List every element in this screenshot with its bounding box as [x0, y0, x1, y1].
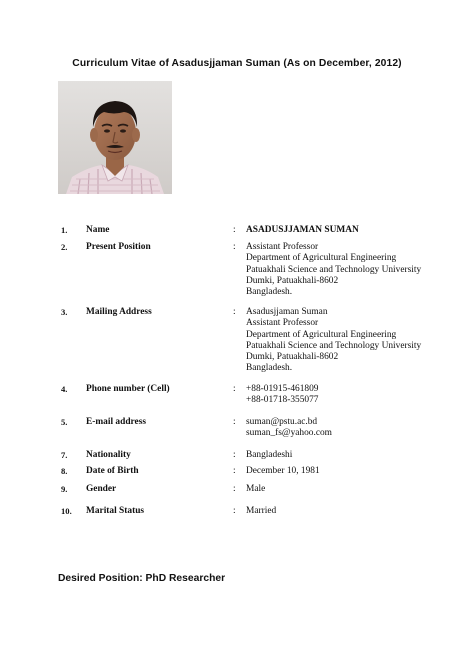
row-number: 2.: [61, 242, 68, 252]
field-value-nationality: [246, 450, 456, 461]
field-label-nationality: Nationality: [86, 450, 131, 460]
row-number: 5.: [61, 417, 68, 427]
field-label-date-of-birth: Date of Birth: [86, 466, 139, 476]
row-number: 8.: [61, 466, 68, 476]
separator: :: [233, 225, 236, 235]
value-line: Department of Agricultural Engineering: [246, 253, 397, 264]
field-value-gender: [246, 484, 456, 495]
separator: :: [233, 384, 236, 394]
value-line: Dumki, Patuakhali-8602: [246, 352, 339, 363]
field-label-mailing-address: Mailing Address: [86, 307, 152, 317]
row-number: 7.: [61, 450, 68, 460]
value-line: suman_fs@yahoo.com: [246, 428, 332, 439]
field-value-mailing-address: [246, 307, 456, 375]
page-title: Curriculum Vitae of Asadusjjaman Suman (As on December, 2012): [72, 58, 402, 69]
value-line: Asadusjjaman Suman: [246, 307, 328, 317]
value-line: ASADUSJJAMAN SUMAN: [246, 225, 359, 235]
value-line: +88-01915-461809: [246, 384, 319, 394]
field-value-marital-status: [246, 506, 456, 517]
field-label-phone: Phone number (Cell): [86, 384, 170, 394]
value-line: Patuakhali Science and Technology University: [246, 340, 422, 351]
field-label-present-position: Present Position: [86, 242, 151, 252]
separator: :: [233, 466, 236, 476]
row-number: 1.: [61, 225, 68, 235]
separator: :: [233, 506, 236, 516]
value-line: +88-01718-355077: [246, 395, 319, 406]
value-line: Bangladeshi: [246, 450, 293, 460]
desired-position: Desired Position: PhD Researcher: [58, 573, 226, 584]
row-number: 10.: [61, 506, 72, 516]
field-label-marital-status: Marital Status: [86, 506, 145, 516]
value-line: Patuakhali Science and Technology University: [246, 264, 422, 275]
field-value-phone: [246, 384, 456, 407]
field-value-present-position: [246, 242, 456, 298]
value-line: Department of Agricultural Engineering: [246, 329, 397, 340]
value-line: December 10, 1981: [246, 466, 320, 476]
field-label-name: Name: [86, 225, 110, 235]
row-number: 4.: [61, 384, 68, 394]
value-line: Assistant Professor: [246, 242, 319, 252]
field-label-gender: Gender: [86, 484, 117, 494]
separator: :: [233, 450, 236, 460]
field-value-date-of-birth: [246, 466, 456, 477]
separator: :: [233, 242, 236, 252]
value-line: Dumki, Patuakhali-8602: [246, 275, 339, 286]
value-line: Married: [246, 506, 277, 516]
value-line: suman@pstu.ac.bd: [246, 417, 318, 427]
separator: :: [233, 307, 236, 317]
value-line: Bangladesh.: [246, 287, 293, 298]
field-label-email: E-mail address: [86, 417, 146, 427]
row-number: 9.: [61, 484, 68, 494]
field-value-name: [246, 225, 456, 236]
value-line: Male: [246, 484, 266, 494]
separator: :: [233, 484, 236, 494]
separator: :: [233, 417, 236, 427]
value-line: Assistant Professor: [246, 318, 319, 329]
value-line: Bangladesh.: [246, 363, 293, 374]
row-number: 3.: [61, 307, 68, 317]
field-value-email: [246, 417, 456, 440]
